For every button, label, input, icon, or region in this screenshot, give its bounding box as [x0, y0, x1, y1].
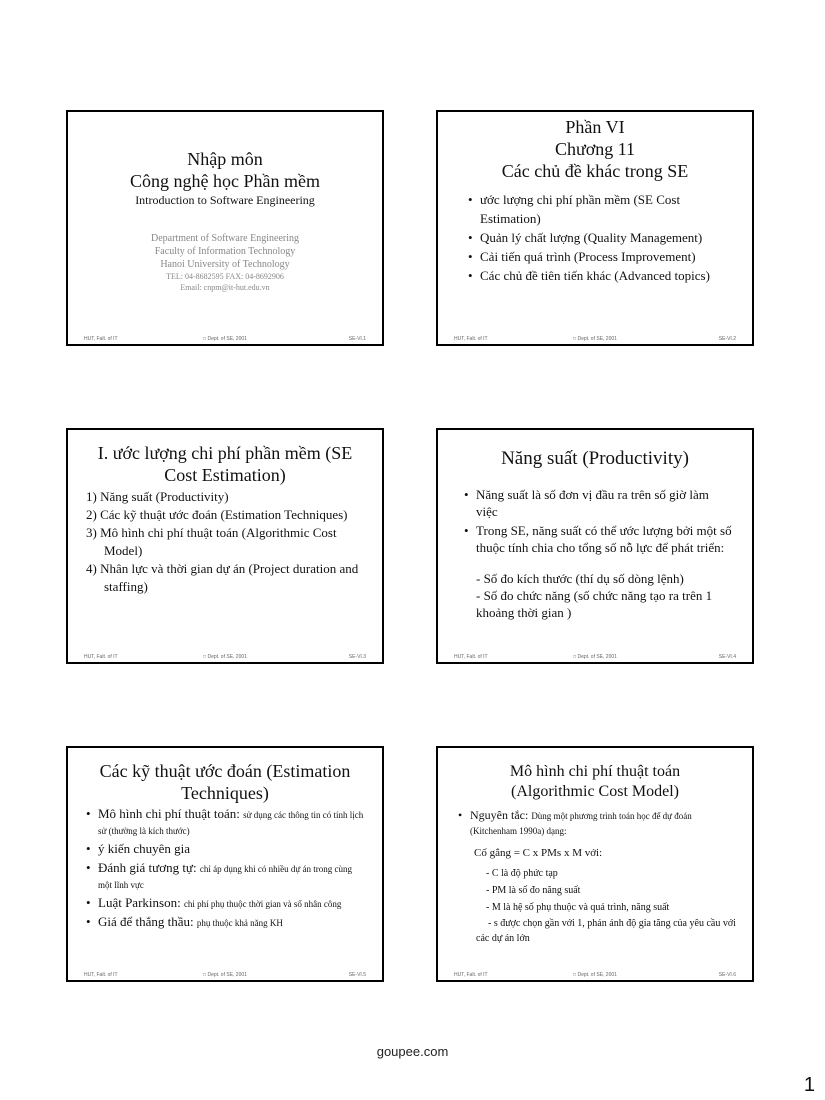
footer-mid: □ Dept. of SE, 2001: [203, 336, 247, 342]
slide-4-bullet: • Năng suất là số đơn vị đầu ra trên số giờ làm việc: [462, 486, 732, 520]
footer-mid: □ Dept. of SE, 2001: [573, 972, 617, 978]
slide-6: [436, 746, 754, 982]
slide-2-bullet: • ước lượng chi phí phần mềm (SE Cost Estimation): [466, 190, 732, 228]
slide-2-title-line-1: Phần VI: [565, 117, 625, 137]
slide-4-title: Năng suất (Productivity): [501, 448, 689, 469]
slide-3-item: 2) Các kỹ thuật ước đoán (Estimation Techniques): [86, 507, 348, 522]
slide-5-bullet: [84, 860, 364, 892]
slide-6-def: - M là hệ số phụ thuộc và quá trình, năng suất: [486, 902, 670, 913]
slide-1-university: Hanoi University of Technology: [160, 259, 290, 270]
slide-5-bullet: [84, 895, 364, 911]
slide-1-dept: Department of Software Engineering: [150, 233, 299, 244]
slide-3: [66, 428, 384, 664]
slide-1: [66, 110, 384, 346]
footer-mid: □ Dept. of SE, 2001: [573, 336, 617, 342]
footer-left: HUT, Falt. of IT: [454, 654, 488, 660]
footer-right: SE-VI.1: [348, 336, 366, 342]
slide-2: [436, 110, 754, 346]
slide-6-principle: [456, 808, 734, 838]
slide-2-bullet: • Quản lý chất lượng (Quality Management): [466, 228, 732, 247]
slide-6-title-line-1: Mô hình chi phí thuật toán: [509, 763, 681, 780]
slide-3-item: 3) Mô hình chi phí thuật toán (Algorithmic Cost Model): [86, 525, 337, 558]
slide-6-title-line-2: (Algorithmic Cost Model): [511, 783, 679, 800]
slide-5-title-line-1: Các kỹ thuật ước đoán (Estimation: [99, 761, 351, 781]
slide-4-sub-size: - Số đo kích thước (thí dụ số dòng lệnh): [476, 571, 684, 586]
slide-5-bullet: [84, 841, 364, 857]
slide-4-sub-function: - Số đo chức năng (số chức năng tạo ra trên 1 khoảng thời gian ): [476, 588, 713, 620]
footer-left: HUT, Falt. of IT: [454, 336, 488, 342]
slide-5-title-line-2: Techniques): [181, 783, 269, 803]
principle-head: Nguyên tắc:: [470, 808, 532, 822]
bullet-head: Luật Parkinson:: [98, 895, 184, 910]
slide-6-def: - PM là số đo năng suất: [486, 885, 581, 896]
slide-4-bullet: • Trong SE, năng suất có thể ước lượng bởi một số thuộc tính chia cho tổng số nỗ lực để phát triển:: [462, 522, 732, 556]
footer-left: HUT, Falt. of IT: [84, 336, 118, 342]
bullet-head: Đánh giá tương tự:: [98, 860, 200, 875]
slide-5-bullet: [84, 806, 364, 838]
slide-2-bullet: • Cải tiến quá trình (Process Improvement): [466, 247, 732, 266]
bullet-tail: phụ thuộc khả năng KH: [196, 918, 283, 928]
slide-1-title-line-2: Công nghệ học Phần mềm: [130, 171, 320, 191]
slide-1-faculty: Faculty of Information Technology: [154, 246, 296, 257]
footer-left: HUT, Falt. of IT: [454, 972, 488, 978]
slide-1-title-line-1: Nhập môn: [187, 149, 263, 169]
slide-1-email: Email: cnpm@it-hut.edu.vn: [180, 283, 270, 292]
slide-1-subtitle: Introduction to Software Engineering: [135, 193, 315, 207]
footer-mid: □ Dept. of SE, 2001: [203, 654, 247, 660]
footer-right: SE-VI.2: [718, 336, 736, 342]
footer-left: HUT, Falt. of IT: [84, 972, 118, 978]
slide-3-item: 4) Nhân lực và thời gian dự án (Project duration and staffing): [86, 561, 359, 594]
footer-right: SE-VI.5: [348, 972, 366, 978]
bullet-head: ý kiến chuyên gia: [98, 841, 191, 856]
bullet-tail: chỉ áp dụng khi có nhiều dự án trong cùng một lĩnh vực: [98, 864, 352, 890]
bullet-tail: chi phí phụ thuộc thời gian và số nhân công: [183, 899, 342, 909]
slide-1-phone: TEL: 04-8682595 FAX: 04-8692906: [166, 272, 284, 281]
bullet-tail: sử dụng các thông tin có tính lịch sử (thường là kích thước): [98, 810, 364, 836]
footer-right: SE-VI.3: [348, 654, 366, 660]
slide-6-def: - s được chọn gần với 1, phản ánh độ gia tăng của yêu cầu với các dự án lớn: [476, 918, 736, 944]
footer-left: HUT, Falt. of IT: [84, 654, 118, 660]
bullet-head: Mô hình chi phí thuật toán:: [98, 806, 244, 821]
site-credit: goupee.com: [376, 1044, 449, 1059]
slide-5: [66, 746, 384, 982]
page-number: 1: [803, 1074, 815, 1096]
bullet-head: Giá để thắng thầu:: [98, 914, 197, 929]
footer-mid: □ Dept. of SE, 2001: [573, 654, 617, 660]
slide-3-title-line-1: I. ước lượng chi phí phần mềm (SE: [97, 443, 353, 463]
principle-tail: Dùng một phương trình toán học để dự đoán (Kitchenham 1990a) dạng:: [470, 811, 692, 836]
slide-3-title-line-2: Cost Estimation): [164, 465, 286, 485]
footer-right: SE-VI.4: [718, 654, 736, 660]
slide-2-bullet: • Các chủ đề tiên tiến khác (Advanced topics): [466, 266, 732, 285]
slide-6-formula: Cố gắng = C x PMs x M với:: [474, 847, 603, 859]
footer-right: SE-VI.6: [718, 972, 736, 978]
slide-4: [436, 428, 754, 664]
slide-2-title-line-2: Chương 11: [554, 139, 636, 159]
slide-5-bullet: [84, 914, 364, 930]
slide-3-item: 1) Năng suất (Productivity): [86, 489, 229, 504]
slide-2-title-line-3: Các chủ đề khác trong SE: [501, 161, 689, 181]
footer-mid: □ Dept. of SE, 2001: [203, 972, 247, 978]
slide-6-def: - C là độ phức tạp: [486, 868, 558, 879]
